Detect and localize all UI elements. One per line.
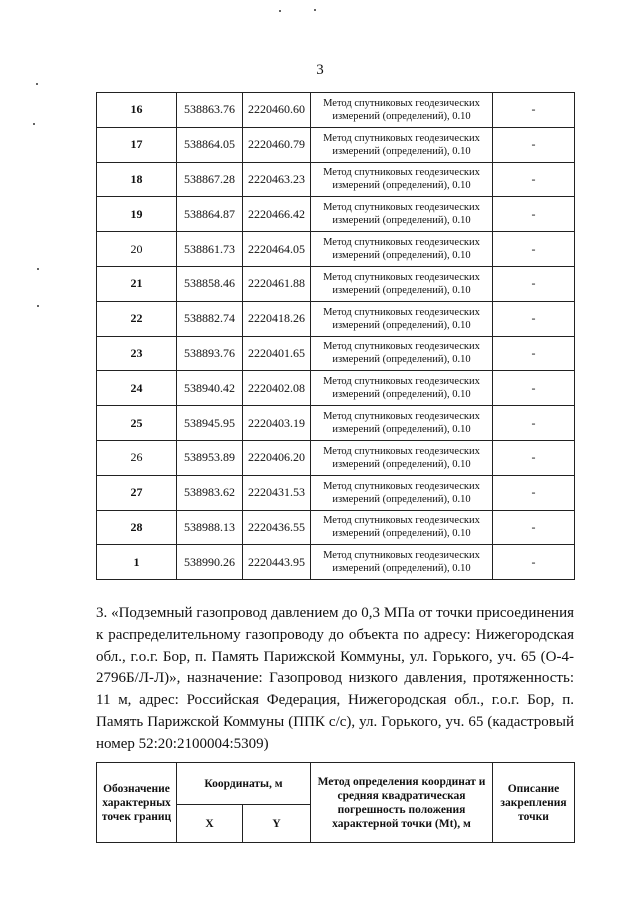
table-row	[97, 475, 575, 510]
description-cell: -	[493, 232, 575, 267]
description-cell: -	[493, 371, 575, 406]
table-row	[97, 545, 575, 580]
coord-y: 2220464.05	[243, 232, 311, 267]
coord-y: 2220460.60	[243, 93, 311, 128]
description-cell: -	[493, 162, 575, 197]
coord-y: 2220406.20	[243, 440, 311, 475]
table-row	[97, 266, 575, 301]
coord-x: 538945.95	[177, 406, 243, 441]
point-number: 19	[97, 197, 177, 232]
coord-y: 2220460.79	[243, 127, 311, 162]
method-cell: Метод спутниковых геодезических измерений (определений), 0.10	[311, 127, 493, 162]
description-cell: -	[493, 266, 575, 301]
point-number: 21	[97, 266, 177, 301]
method-cell: Метод спутниковых геодезических измерений (определений), 0.10	[311, 545, 493, 580]
coord-x: 538864.87	[177, 197, 243, 232]
point-number: 17	[97, 127, 177, 162]
coord-y: 2220403.19	[243, 406, 311, 441]
point-number: 22	[97, 301, 177, 336]
scan-speck	[36, 83, 38, 85]
method-cell: Метод спутниковых геодезических измерений (определений), 0.10	[311, 475, 493, 510]
description-cell: -	[493, 406, 575, 441]
table-row	[97, 162, 575, 197]
description-cell: -	[493, 93, 575, 128]
coord-x: 538983.62	[177, 475, 243, 510]
coord-y: 2220431.53	[243, 475, 311, 510]
coord-y: 2220418.26	[243, 301, 311, 336]
method-cell: Метод спутниковых геодезических измерений (определений), 0.10	[311, 162, 493, 197]
coord-x: 538858.46	[177, 266, 243, 301]
description-cell: -	[493, 336, 575, 371]
point-number: 27	[97, 475, 177, 510]
coord-x: 538893.76	[177, 336, 243, 371]
scan-speck	[37, 305, 39, 307]
table-row	[97, 232, 575, 267]
coord-y: 2220436.55	[243, 510, 311, 545]
method-cell: Метод спутниковых геодезических измерений (определений), 0.10	[311, 232, 493, 267]
coord-x: 538867.28	[177, 162, 243, 197]
table-row	[97, 127, 575, 162]
col-header-coords: Координаты, м	[177, 763, 311, 805]
col-header-points: Обозначение характерных точек границ	[97, 763, 177, 843]
table-row	[97, 510, 575, 545]
description-cell: -	[493, 510, 575, 545]
method-cell: Метод спутниковых геодезических измерений (определений), 0.10	[311, 510, 493, 545]
table-row	[97, 336, 575, 371]
coord-y: 2220443.95	[243, 545, 311, 580]
coord-x: 538990.26	[177, 545, 243, 580]
col-header-y: Y	[243, 805, 311, 843]
coord-x: 538861.73	[177, 232, 243, 267]
scan-speck	[37, 268, 39, 270]
method-cell: Метод спутниковых геодезических измерений (определений), 0.10	[311, 301, 493, 336]
coord-y: 2220401.65	[243, 336, 311, 371]
description-cell: -	[493, 440, 575, 475]
coord-x: 538863.76	[177, 93, 243, 128]
coord-x: 538953.89	[177, 440, 243, 475]
scan-speck	[279, 10, 281, 12]
method-cell: Метод спутниковых геодезических измерений (определений), 0.10	[311, 93, 493, 128]
point-number: 20	[97, 232, 177, 267]
description-cell: -	[493, 545, 575, 580]
section-paragraph: 3. «Подземный газопровод давлением до 0,3 МПа от точки присоединения к распределительному газопроводу до объекта по адресу: Нижегородская обл., г.о.г. Бор, п. Память Парижской Коммуны, ул. Горького, уч. 65 (О-4-2796Б/Л-Л)», назначение: Газопровод низкого давления, протяженность: 11 м, адрес: Российская Федерация, Нижегородская обл., г.о.г. Бор, п. Память Парижской Коммуны (ППК с/с), ул. Горького, уч. 65 (кадастровый номер 52:20:2100004:5309)	[96, 605, 574, 752]
method-cell: Метод спутниковых геодезических измерений (определений), 0.10	[311, 197, 493, 232]
method-cell: Метод спутниковых геодезических измерений (определений), 0.10	[311, 371, 493, 406]
col-header-method: Метод определения координат и средняя квадратическая погрешность положения характерной точки (Mt), м	[311, 763, 493, 843]
coord-y: 2220466.42	[243, 197, 311, 232]
coordinates-table	[96, 92, 575, 580]
coord-x: 538882.74	[177, 301, 243, 336]
scan-speck	[33, 123, 35, 125]
page-number: 3	[316, 62, 324, 78]
method-cell: Метод спутниковых геодезических измерений (определений), 0.10	[311, 440, 493, 475]
coord-x: 538864.05	[177, 127, 243, 162]
method-cell: Метод спутниковых геодезических измерений (определений), 0.10	[311, 266, 493, 301]
description-cell: -	[493, 301, 575, 336]
scan-speck	[314, 9, 316, 11]
table-row	[97, 406, 575, 441]
point-number: 18	[97, 162, 177, 197]
description-cell: -	[493, 127, 575, 162]
coord-y: 2220463.23	[243, 162, 311, 197]
header-table	[96, 762, 575, 843]
method-cell: Метод спутниковых геодезических измерений (определений), 0.10	[311, 336, 493, 371]
point-number: 24	[97, 371, 177, 406]
point-number: 1	[97, 545, 177, 580]
description-cell: -	[493, 475, 575, 510]
coord-x: 538940.42	[177, 371, 243, 406]
col-header-desc: Описание закрепления точки	[493, 763, 575, 843]
col-header-x: X	[177, 805, 243, 843]
table-row	[97, 301, 575, 336]
description-cell: -	[493, 197, 575, 232]
point-number: 16	[97, 93, 177, 128]
coord-x: 538988.13	[177, 510, 243, 545]
point-number: 26	[97, 440, 177, 475]
coord-y: 2220461.88	[243, 266, 311, 301]
point-number: 28	[97, 510, 177, 545]
table-row	[97, 197, 575, 232]
table-row	[97, 371, 575, 406]
coord-y: 2220402.08	[243, 371, 311, 406]
point-number: 25	[97, 406, 177, 441]
table-row	[97, 93, 575, 128]
point-number: 23	[97, 336, 177, 371]
table-row	[97, 440, 575, 475]
method-cell: Метод спутниковых геодезических измерений (определений), 0.10	[311, 406, 493, 441]
